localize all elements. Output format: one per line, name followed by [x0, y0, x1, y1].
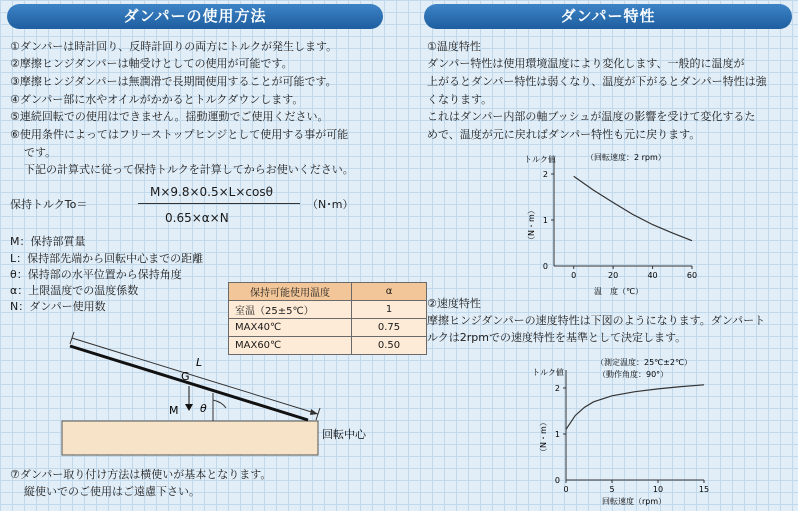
alpha-table-header-alpha: α — [352, 283, 427, 301]
base-block — [62, 421, 318, 455]
chart2-x-tick-label: 0 — [563, 485, 569, 494]
temp-text-4: これはダンパー内部の軸ブッシュが温度の影響を受けて変化するた — [427, 110, 756, 123]
label-m: M — [169, 404, 179, 417]
chart2-y-unit: （N・m） — [539, 418, 548, 456]
usage-line-2: ②摩擦ヒンジダンパーは軸受けとしての使用が可能です。 — [10, 57, 293, 70]
def-alpha: α：上限温度での温度係数 — [10, 284, 139, 297]
chart1-x-tick-label: 20 — [608, 271, 619, 280]
holding-torque-diagram — [0, 320, 400, 460]
chart2-title: （測定温度：25℃±2℃） — [596, 358, 692, 367]
table-cell: MAX60℃ — [229, 337, 352, 355]
speed-chart — [512, 352, 712, 508]
chart1-y-tick-label: 0 — [542, 262, 548, 271]
chart1-ylabel: トルク値 — [524, 155, 556, 164]
formula-numerator: M×9.8×0.5×L×cosθ — [150, 185, 273, 199]
chart2-subtitle: （動作角度：90°） — [598, 370, 669, 379]
chart2-x-tick-label: 5 — [609, 485, 615, 494]
temp-text-2: 上がるとダンパー特性は弱くなり、温度が下がるとダンパー特性は強 — [427, 75, 767, 88]
chart1-y-tick-label: 1 — [542, 216, 548, 225]
def-l: L：保持部先端から回転中心までの距離 — [10, 252, 204, 265]
speed-text-2: ルクは2rpmでの速度特性を基準として決定します。 — [427, 331, 687, 344]
mount-note-line-1: ⑦ダンパー取り付け方法は横使いが基本となります。 — [10, 468, 272, 481]
speed-text-1: 摩擦ヒンジダンパーの速度特性は下図のようになります。ダンパート — [427, 314, 766, 327]
left-section-title: ダンパーの使用方法 — [7, 4, 383, 29]
label-l: L — [196, 356, 203, 369]
usage-line-calc: 下記の計算式に従って保持トルクを計算してからお使いください。 — [24, 163, 354, 176]
chart1-xlabel: 温 度（℃） — [594, 287, 643, 296]
chart1-title: （回転速度：2 rpm） — [586, 153, 666, 162]
usage-line-6-cont: です。 — [24, 146, 57, 159]
table-row — [229, 301, 427, 319]
usage-line-3: ③摩擦ヒンジダンパーは無潤滑で長期間使用することが可能です。 — [10, 75, 337, 88]
table-cell: 0.75 — [352, 319, 427, 337]
table-cell: 0.50 — [352, 337, 427, 355]
label-theta: θ — [200, 402, 207, 415]
chart2-series-line — [566, 385, 704, 430]
formula-fraction-bar — [138, 203, 300, 204]
table-cell: 1 — [352, 301, 427, 319]
formula-denominator: 0.65×α×N — [165, 211, 229, 225]
formula-label: 保持トルクTo＝ — [10, 198, 88, 211]
chart2-y-tick-label: 0 — [554, 476, 560, 485]
temp-text-5: めで、温度が元に戻ればダンパー特性も元に戻ります。 — [427, 128, 701, 141]
right-section-title: ダンパー特性 — [424, 4, 792, 29]
usage-line-1: ①ダンパーは時計回り、反時計回りの両方にトルクが発生します。 — [10, 40, 338, 53]
chart1-x-tick-label: 60 — [686, 271, 698, 280]
chart2-y-tick-label: 1 — [554, 430, 560, 439]
chart2-ylabel: トルク値 — [532, 368, 564, 377]
chart2-x-tick-label: 15 — [698, 485, 710, 494]
chart2-x-tick-label: 10 — [652, 485, 664, 494]
angle-arc — [213, 400, 226, 408]
def-n: N：ダンパー使用数 — [10, 300, 106, 313]
table-cell: MAX40℃ — [229, 319, 352, 337]
temperature-chart — [520, 148, 700, 300]
label-rotation-center: 回転中心 — [322, 428, 366, 441]
chart2-xlabel: 回転速度（rpm） — [602, 497, 667, 506]
dimension-line-l — [72, 338, 318, 414]
mount-note-line-2: 縦使いでのご使用はご遠慮下さい。 — [24, 485, 200, 498]
chart2-y-tick-label: 2 — [554, 384, 560, 393]
label-g: G — [181, 370, 190, 383]
chart1-x-tick-label: 0 — [571, 271, 577, 280]
formula-unit: （N･m） — [307, 198, 354, 211]
temp-text-1: ダンパー特性は使用環境温度により変化します、一般的に温度が — [427, 57, 745, 70]
def-m: M：保持部質量 — [10, 235, 86, 248]
temp-heading: ①温度特性 — [427, 40, 481, 53]
usage-line-4: ④ダンパー部に水やオイルがかかるとトルクダウンします。 — [10, 93, 304, 106]
table-cell: 室温（25±5℃） — [229, 301, 352, 319]
def-theta: θ：保持部の水平位置から保持角度 — [10, 268, 182, 281]
alpha-table-header-temp: 保持可能使用温度 — [229, 283, 352, 301]
chart1-series-line — [574, 176, 692, 240]
chart1-y-tick-label: 2 — [542, 170, 548, 179]
speed-heading: ②速度特性 — [427, 297, 481, 310]
chart1-y-unit: （N・m） — [527, 206, 536, 244]
dimension-arrowhead — [310, 409, 318, 415]
gravity-arrowhead — [185, 404, 193, 411]
chart1-x-tick-label: 40 — [647, 271, 658, 280]
usage-line-5: ⑤連続回転での使用はできません。揺動運動でご使用ください。 — [10, 110, 329, 123]
temp-text-3: くなります。 — [427, 93, 493, 106]
usage-line-6: ⑥使用条件によってはフリーストップヒンジとして使用する事が可能 — [10, 128, 349, 141]
